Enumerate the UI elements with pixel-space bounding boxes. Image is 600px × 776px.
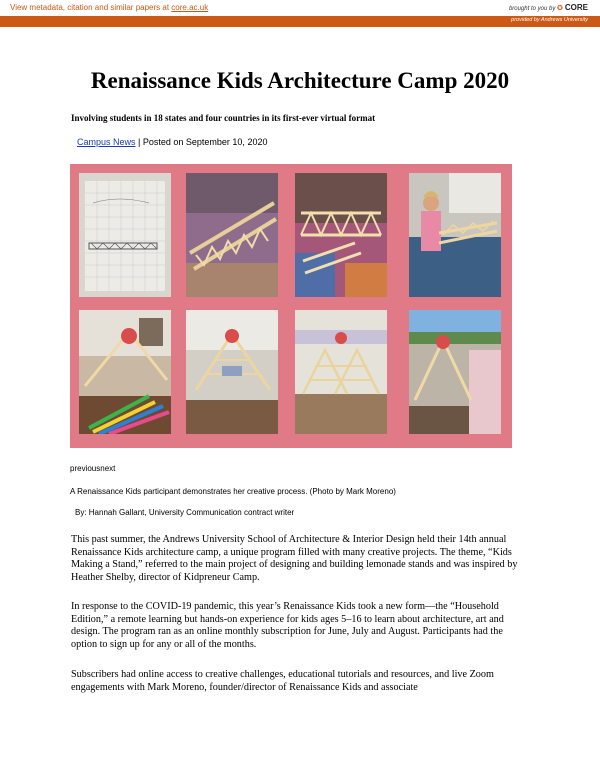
gallery-photo[interactable] [79,173,171,297]
truss-bridge-build-photo [295,173,387,297]
stand-on-table-photo [295,310,387,434]
core-logo-icon: ✪ [557,5,563,12]
photo-gallery [70,164,512,448]
core-link-domain[interactable]: core.ac.uk [171,3,209,12]
brought-by-text: brought to you by [508,6,556,12]
category-link[interactable]: Campus News [77,137,136,147]
graph-paper-sketch-photo [79,173,171,297]
stand-by-window-photo [409,310,501,434]
body-paragraph: This past summer, the Andrews University School of Architecture & Interior Design held their 14th annual Renaissance Kids architecture camp, a unique program filled with many creative projects. The theme, “Kids Making a Stand,” referred to the main project of designing and building lemonade stands and was inspired by Heather Shelby, director of Kidpreneur Camp. [71,534,518,583]
core-link-prefix: View metadata, citation and similar papers at [10,3,172,12]
stand-on-chair-photo [186,310,278,434]
article-subtitle: Involving students in 18 states and four countries in its first-ever virtual format [71,113,376,123]
gallery-photo[interactable] [295,310,387,434]
provided-by-text: provided by Andrews University [511,17,588,23]
core-brought-by[interactable] [509,3,588,12]
body-paragraph: In response to the COVID-19 pandemic, this year’s Renaissance Kids took a new form—the “Household Edition,” a remote learning but hands-on experience for kids ages 5–16 to learn about architecture, art and design. The program ran as an online monthly subscription for June, July and August. Participants had the option to sign up for any or all of the months. [71,601,504,650]
article-title: Renaissance Kids Architecture Camp 2020 [90,68,510,93]
gallery-nav[interactable]: previousnext [70,464,116,473]
gallery-photo[interactable] [186,310,278,434]
core-header [0,0,600,27]
core-metadata-link[interactable] [10,3,208,12]
post-meta [77,137,267,147]
truss-on-mat-photo [186,173,278,297]
core-provided-strip [0,16,600,27]
gallery-photo[interactable] [409,173,501,297]
body-paragraph: Subscribers had online access to creative challenges, educational tutorials and resources, and live Zoom engagements with Mark Moreno, founder/director of Renaissance Kids and associate [71,669,494,693]
byline: By: Hannah Gallant, University Communication contract writer [75,508,295,517]
core-top-bar [0,0,600,16]
gallery-photo[interactable] [409,310,501,434]
gallery-photo[interactable] [295,173,387,297]
posted-date: | Posted on September 10, 2020 [135,137,268,147]
girl-building-photo [409,173,501,297]
core-logo: CORE [564,3,588,12]
photo-caption: A Renaissance Kids participant demonstrates her creative process. (Photo by Mark Moreno) [70,487,396,496]
colorful-stand-photo [79,310,171,434]
gallery-photo[interactable] [186,173,278,297]
gallery-photo[interactable] [79,310,171,434]
